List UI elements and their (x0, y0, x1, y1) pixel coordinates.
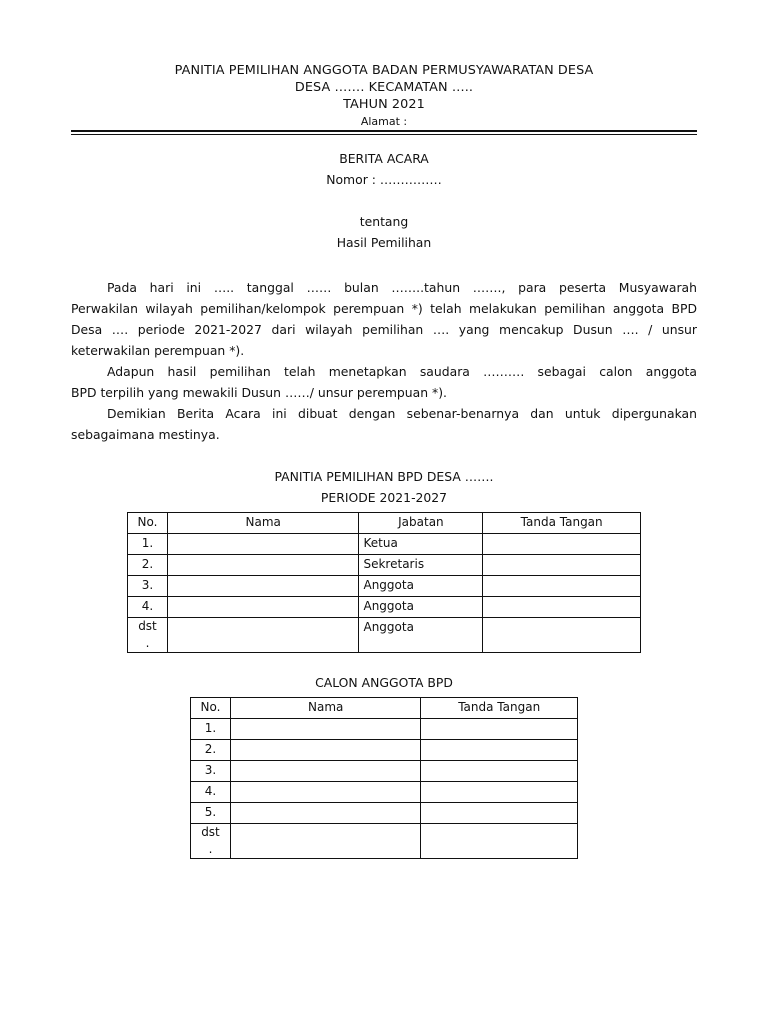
row-number: 3. (128, 576, 168, 597)
column-header: Nama (167, 513, 359, 534)
position-cell: Anggota (359, 576, 483, 597)
position-cell: Sekretaris (359, 555, 483, 576)
signature-cell[interactable] (483, 576, 641, 597)
signature-cell[interactable] (421, 782, 578, 803)
table-row (128, 555, 641, 576)
committee-table (127, 512, 641, 653)
name-cell[interactable] (230, 824, 420, 859)
table-row (191, 719, 578, 740)
row-number: 1. (191, 719, 231, 740)
column-header: Tanda Tangan (483, 513, 641, 534)
table-row (191, 803, 578, 824)
paragraph-1 (71, 277, 697, 361)
header-line-1: PANITIA PEMILIHAN ANGGOTA BADAN PERMUSYAWARATAN DESA (174, 63, 594, 78)
address-label: Alamat : (360, 115, 408, 128)
header-rule-thin (71, 134, 697, 135)
paragraph-3-first-line: Demikian Berita Acara ini dibuat dengan sebenar-benarnya dan untuk dipergunakan (107, 406, 697, 421)
paragraph-3 (71, 403, 697, 445)
name-cell[interactable] (230, 719, 420, 740)
name-cell[interactable] (230, 803, 420, 824)
signature-cell[interactable] (483, 597, 641, 618)
paragraph-3-rest: sebagaimana mestinya. (71, 427, 220, 442)
table-row (128, 597, 641, 618)
position-cell: Ketua (359, 534, 483, 555)
signature-cell[interactable] (421, 719, 578, 740)
paragraph-2-rest: BPD terpilih yang mewakili Dusun ……/ unsur perempuan *). (71, 385, 447, 400)
column-header: Nama (230, 698, 420, 719)
candidates-title: CALON ANGGOTA BPD (315, 675, 453, 690)
signature-cell[interactable] (421, 803, 578, 824)
table-row (128, 576, 641, 597)
name-cell[interactable] (230, 761, 420, 782)
table-row (128, 618, 641, 653)
signature-cell[interactable] (421, 824, 578, 859)
document-title: BERITA ACARA (339, 151, 429, 166)
signature-cell[interactable] (483, 618, 641, 653)
signature-cell[interactable] (421, 740, 578, 761)
document-number: Nomor : …………… (326, 172, 442, 187)
name-cell[interactable] (230, 782, 420, 803)
row-number: 1. (128, 534, 168, 555)
name-cell[interactable] (167, 597, 359, 618)
row-number: 3. (191, 761, 231, 782)
name-cell[interactable] (167, 534, 359, 555)
column-header: No. (128, 513, 168, 534)
name-cell[interactable] (167, 618, 359, 653)
candidates-table (190, 697, 578, 859)
document-subject: Hasil Pemilihan (336, 235, 432, 250)
column-header: Jabatan (359, 513, 483, 534)
committee-table-header (128, 513, 641, 534)
paragraph-2-first-line: Adapun hasil pemilihan telah menetapkan saudara ………. sebagai calon anggota (107, 364, 697, 379)
name-cell[interactable] (230, 740, 420, 761)
header-line-3: TAHUN 2021 (343, 97, 425, 112)
paragraph-2 (71, 361, 697, 403)
committee-title: PANITIA PEMILIHAN BPD DESA ……. (274, 469, 494, 484)
table-row (191, 761, 578, 782)
name-cell[interactable] (167, 576, 359, 597)
signature-cell[interactable] (483, 555, 641, 576)
position-cell: Anggota (359, 618, 483, 653)
position-cell: Anggota (359, 597, 483, 618)
name-cell[interactable] (167, 555, 359, 576)
candidates-table-header (191, 698, 578, 719)
signature-cell[interactable] (483, 534, 641, 555)
row-number: 2. (128, 555, 168, 576)
table-row (191, 740, 578, 761)
table-row (191, 782, 578, 803)
table-row (191, 824, 578, 859)
row-number: 5. (191, 803, 231, 824)
document-about: tentang (359, 214, 409, 229)
row-number: 2. (191, 740, 231, 761)
column-header: No. (191, 698, 231, 719)
header-rule-thick (71, 130, 697, 132)
committee-period: PERIODE 2021-2027 (320, 490, 448, 505)
header-line-2: DESA ……. KECAMATAN ….. (294, 80, 474, 95)
row-number: 4. (128, 597, 168, 618)
paragraph-1-first-line: Pada hari ini ….. tanggal …… bulan ……..tahun ……., para peserta Musyawarah (107, 280, 697, 295)
signature-cell[interactable] (421, 761, 578, 782)
table-row (128, 534, 641, 555)
paragraph-1-rest: Perwakilan wilayah pemilihan/kelompok perempuan *) telah melakukan pemilihan anggota BPD Desa …. periode 2021-2027 dari wilayah pemilihan …. yang mencakup Dusun …. / unsur keterwakilan perempuan *). (71, 301, 697, 358)
row-number: 4. (191, 782, 231, 803)
row-number: dst . (191, 824, 231, 859)
column-header: Tanda Tangan (421, 698, 578, 719)
row-number: dst . (128, 618, 168, 653)
